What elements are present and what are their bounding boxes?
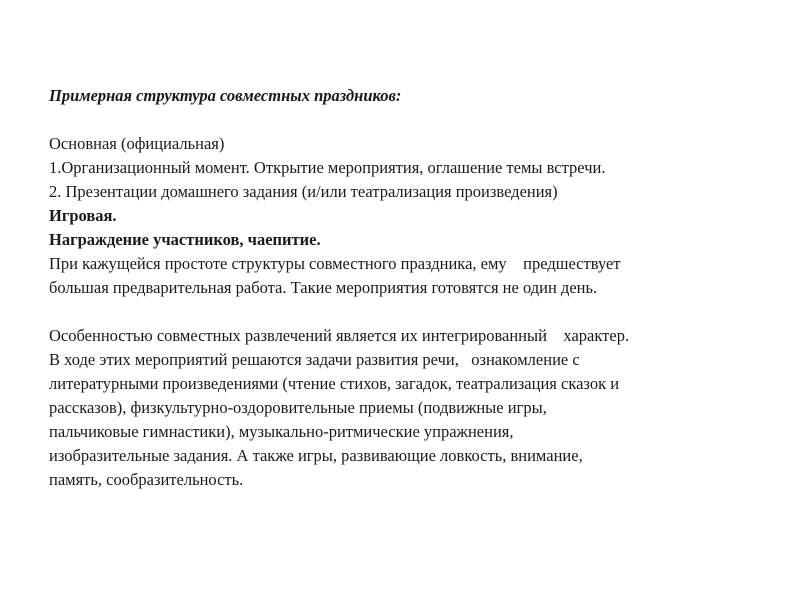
paragraph-line: рассказов), физкультурно-оздоровительные приемы (подвижные игры, xyxy=(49,398,547,417)
spacer xyxy=(49,108,769,132)
slide-content xyxy=(49,84,769,492)
paragraph-line: В ходе этих мероприятий решаются задачи развития речи, ознакомление с xyxy=(49,350,580,369)
section-heading-main: Основная (официальная) xyxy=(49,134,225,153)
structure-item-1: 1.Организационный момент. Открытие мероприятия, оглашение темы встречи. xyxy=(49,158,606,177)
structure-item-award: Награждение участников, чаепитие. xyxy=(49,230,321,249)
spacer xyxy=(49,300,769,324)
paragraph-line: Особенностью совместных развлечений является их интегрированный характер. xyxy=(49,326,630,345)
paragraph-line: пальчиковые гимнастики), музыкально-ритмические упражнения, xyxy=(49,422,514,441)
slide-title: Примерная структура совместных праздников: xyxy=(49,86,402,105)
paragraph-line: изобразительные задания. А также игры, развивающие ловкость, внимание, xyxy=(49,446,583,465)
structure-item-2: 2. Презентации домашнего задания (и/или театрализация произведения) xyxy=(49,182,558,201)
paragraph-line: При кажущейся простоте структуры совместного праздника, ему предшествует xyxy=(49,254,621,273)
paragraph-line: память, сообразительность. xyxy=(49,470,244,489)
paragraph-line: большая предварительная работа. Такие мероприятия готовятся не один день. xyxy=(49,278,598,297)
paragraph-line: литературными произведениями (чтение стихов, загадок, театрализация сказок и xyxy=(49,374,620,393)
structure-item-game: Игровая. xyxy=(49,206,117,225)
